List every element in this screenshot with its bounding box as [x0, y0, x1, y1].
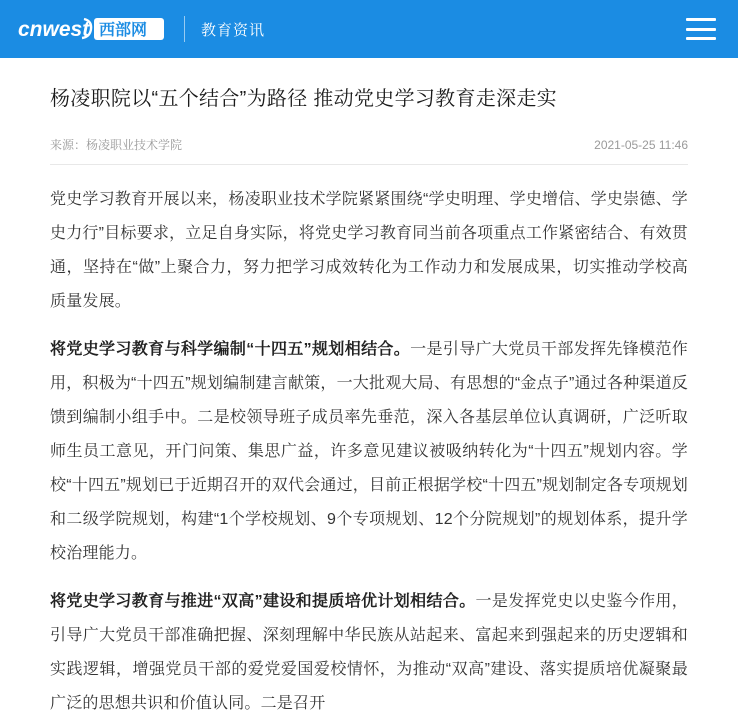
cnwest-logo-icon — [18, 15, 168, 43]
article-date: 2021-05-25 11:46 — [594, 138, 688, 152]
hamburger-bar-2 — [686, 28, 716, 31]
article-meta — [50, 136, 688, 165]
article-paragraph — [50, 333, 688, 571]
article-paragraph — [50, 585, 688, 721]
paragraph-text: 一是发挥党史以史鉴今作用，引导广大党员干部准确把握、深刻理解中华民族从站起来、富起来到强起来的历史逻辑和实践逻辑，增强党员干部的爱党爱国爱校情怀，为推动“双高”建设、落实提质培优凝聚最广泛的思想共识和价值认同。二是召开 — [50, 593, 688, 712]
svg-text:西部网: 西部网 — [99, 22, 148, 39]
paragraph-text: 一是引导广大党员干部发挥先锋模范作用，积极为“十四五”规划编制建言献策，一大批观大局、有思想的“金点子”通过各种渠道反馈到编制小组手中。二是校领导班子成员率先垂范，深入各基层单位认真调研，广泛听取师生员工意见，开门问策、集思广益，许多意见建议被吸纳转化为“十四五”规划内容。学校“十四五”规划已于近期召开的双代会通过，目前正根据学校“十四五”规划制定各专项规划和二级学院规划，构建“1个学校规划、9个专项规划、12个分院规划”的规划体系，提升学校治理能力。 — [50, 341, 688, 562]
page-title: 杨凌职院以“五个结合”为路径 推动党史学习教育走深走实 — [50, 88, 557, 110]
paragraph-lead: 将党史学习教育与科学编制“十四五”规划相结合。 — [50, 341, 411, 358]
paragraph-lead: 将党史学习教育与推进“双高”建设和提质培优计划相结合。 — [50, 593, 476, 610]
site-logo[interactable] — [18, 14, 168, 44]
article-body — [50, 165, 688, 721]
channel-label[interactable]: 教育资讯 — [201, 21, 266, 39]
paragraph-text: 党史学习教育开展以来，杨凌职业技术学院紧紧围绕“学史明理、学史增信、学史崇德、学史力行”目标要求，立足自身实际，将党史学习教育同当前各项重点工作紧密结合、有效贯通，坚持在“做”上聚合力，努力把学习成效转化为工作动力和发展成果，切实推动学校高质量发展。 — [50, 191, 688, 310]
site-header — [0, 0, 738, 58]
article-source: 来源：杨凌职业技术学院 — [50, 138, 183, 152]
hamburger-bar-3 — [686, 37, 716, 40]
article-container — [0, 58, 738, 721]
hamburger-bar-1 — [686, 18, 716, 21]
svg-text:cnwest: cnwest — [18, 18, 90, 41]
article-paragraph — [50, 183, 688, 319]
hamburger-menu-icon[interactable] — [686, 18, 716, 40]
header-divider — [184, 16, 185, 42]
